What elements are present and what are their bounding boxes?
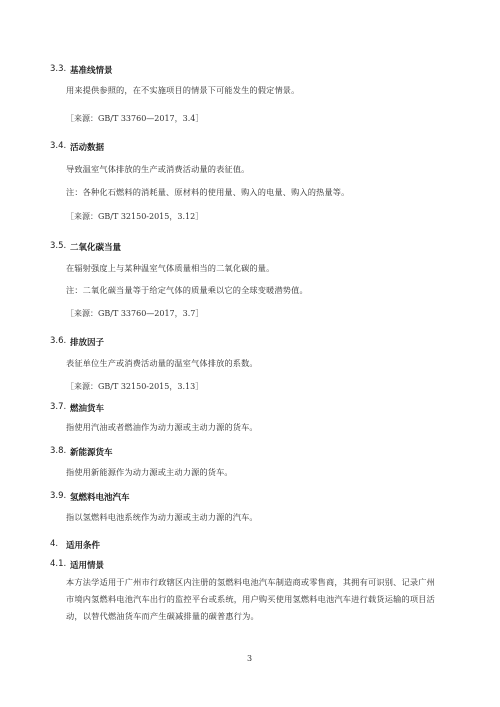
definition-text: 用来提供参照的，在不实施项目的情景下可能发生的假定情景。 xyxy=(66,85,300,95)
section-title: 二氧化碳当量 xyxy=(70,243,122,253)
section-title: 活动数据 xyxy=(70,143,105,153)
definition-text: 表征单位生产或消费活动量的温室气体排放的系数。 xyxy=(66,358,258,368)
section-number: 3.9. xyxy=(50,491,67,501)
chapter-title: 适用条件 xyxy=(66,541,101,551)
definition-text: 指使用汽油或者燃油作为动力源或主动力源的货车。 xyxy=(66,422,258,432)
note-text: 注：二氧化碳当量等于给定气体的质量乘以它的全球变暖潜势值。 xyxy=(66,285,308,295)
definition-text: 指使用新能源作为动力源或主动力源的货车。 xyxy=(66,467,233,477)
section-title: 燃油货车 xyxy=(70,404,105,414)
section-title: 排放因子 xyxy=(70,338,105,348)
source-citation: ［来源：GB/T 33760—2017，3.7］ xyxy=(66,309,204,318)
section-title: 基准线情景 xyxy=(70,66,113,76)
section-number: 3.6. xyxy=(50,336,67,346)
section-title: 适用情景 xyxy=(70,561,105,571)
body-paragraph: 本方法学适用于广州市行政辖区内注册的氢燃料电池汽车制造商或零售商，其拥有可识别、记录广州市境内氢燃料电池汽车出行的监控平台或系统，用户购买使用氢燃料电池汽车进行载货运输的项目活动，以替代燃油货车而产生碳减排量的碳普惠行为。 xyxy=(66,577,436,621)
section-number: 3.4. xyxy=(50,141,67,151)
note-text: 注：各种化石燃料的消耗量、原材料的使用量、购入的电量、购入的热量等。 xyxy=(66,187,350,197)
chapter-number: 4. xyxy=(50,539,59,549)
page-number: 3 xyxy=(247,654,253,663)
section-number: 3.3. xyxy=(50,64,67,74)
section-number: 3.7. xyxy=(50,402,67,412)
section-number: 3.5. xyxy=(50,241,67,251)
definition-text: 导致温室气体排放的生产或消费活动量的表征值。 xyxy=(66,164,250,174)
section-title: 新能源货车 xyxy=(70,448,113,458)
section-title: 氢燃料电池汽车 xyxy=(70,493,130,503)
source-citation: ［来源：GB/T 32150-2015，3.13］ xyxy=(66,382,204,391)
source-citation: ［来源：GB/T 32150-2015，3.12］ xyxy=(66,212,204,221)
source-citation: ［来源：GB/T 33760—2017，3.4］ xyxy=(66,114,204,123)
section-number: 4.1. xyxy=(50,559,67,569)
definition-text: 在辐射强度上与某种温室气体质量相当的二氧化碳的量。 xyxy=(66,263,275,273)
definition-text: 指以氢燃料电池系统作为动力源或主动力源的汽车。 xyxy=(66,512,258,522)
section-number: 3.8. xyxy=(50,446,67,456)
